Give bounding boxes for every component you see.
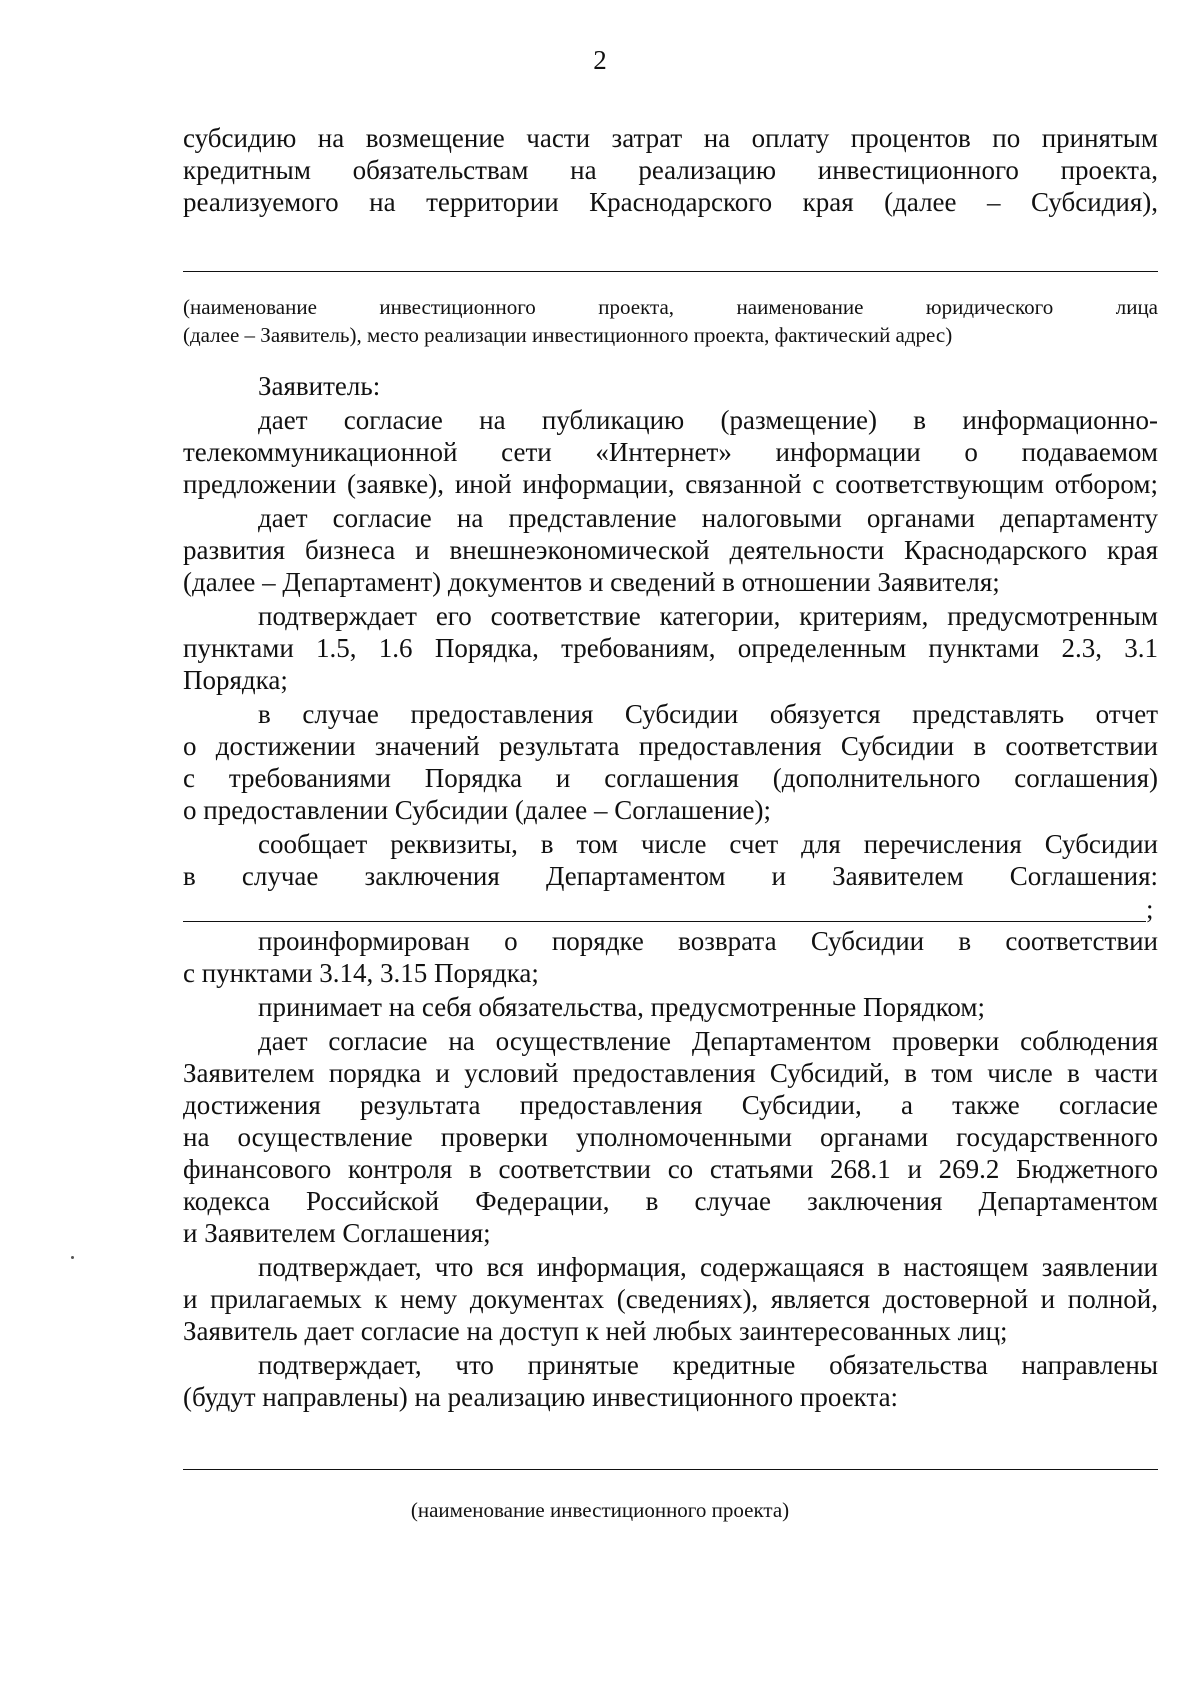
- paragraph-line: предложении (заявке), иной информации, связанной с соответствующим отбором;: [183, 469, 1158, 499]
- paragraph-line: финансового контроля в соответствии со статьями 268.1 и 269.2 Бюджетного: [183, 1154, 1158, 1184]
- paragraph-line: дает согласие на публикацию (размещение) в информационно-: [258, 405, 1158, 435]
- investment-project-caption: (наименование инвестиционного проекта): [410, 1498, 790, 1522]
- paragraph-line: Заявитель дает согласие на доступ к ней любых заинтересованных лиц;: [183, 1316, 1008, 1346]
- caption-line: (наименование инвестиционного проекта, наименование юридического лица: [183, 295, 1158, 319]
- paragraph-line: достижения результата предоставления Субсидии, а также согласие: [183, 1090, 1158, 1120]
- paragraph-line: подтверждает его соответствие категории, критериям, предусмотренным: [258, 601, 1158, 631]
- paragraph-line: развития бизнеса и внешнеэкономической деятельности Краснодарского края: [183, 535, 1158, 565]
- paragraph-line: в случае предоставления Субсидии обязуется представлять отчет: [258, 699, 1158, 729]
- paragraph-line: о предоставлении Субсидии (далее – Соглашение);: [183, 795, 772, 825]
- paragraph-line: подтверждает, что принятые кредитные обязательства направлены: [258, 1350, 1158, 1380]
- project-name-blank-line: [183, 271, 1158, 272]
- paragraph-line: и Заявителем Соглашения;: [183, 1218, 491, 1248]
- paragraph-line: с пунктами 3.14, 3.15 Порядка;: [183, 958, 539, 988]
- intro-line: кредитным обязательствам на реализацию инвестиционного проекта,: [183, 155, 1158, 185]
- page-number: 2: [593, 45, 607, 75]
- paragraph-line: (будут направлены) на реализацию инвестиционного проекта:: [183, 1382, 899, 1412]
- paragraph-line: и прилагаемых к нему документах (сведениях), является достоверной и полной,: [183, 1284, 1158, 1314]
- requisites-line-end: ;: [1146, 894, 1154, 924]
- paragraph-line: (далее – Департамент) документов и сведений в отношении Заявителя;: [183, 567, 1000, 597]
- paragraph-line: в случае заключения Департаментом и Заявителем Соглашения:: [183, 861, 1158, 891]
- paragraph-line: Заявителем порядка и условий предоставления Субсидий, в том числе в части: [183, 1058, 1158, 1088]
- intro-line: субсидию на возмещение части затрат на оплату процентов по принятым: [183, 123, 1158, 153]
- paragraph-line: кодекса Российской Федерации, в случае заключения Департаментом: [183, 1186, 1158, 1216]
- paragraph-line: о достижении значений результата предоставления Субсидии в соответствии: [183, 731, 1158, 761]
- paragraph-line: сообщает реквизиты, в том числе счет для перечисления Субсидии: [258, 829, 1158, 859]
- caption-line: (далее – Заявитель), место реализации инвестиционного проекта, фактический адрес): [183, 323, 953, 347]
- paragraph-line: Порядка;: [183, 665, 288, 695]
- requisites-blank-line: [183, 921, 1146, 922]
- paragraph-line: пунктами 1.5, 1.6 Порядка, требованиям, определенным пунктами 2.3, 3.1: [183, 633, 1158, 663]
- applicant-heading: Заявитель:: [258, 371, 381, 401]
- paragraph-line: на осуществление проверки уполномоченными органами государственного: [183, 1122, 1158, 1152]
- intro-line: реализуемого на территории Краснодарского края (далее – Субсидия),: [183, 187, 1158, 217]
- paragraph-line: телекоммуникационной сети «Интернет» информации о подаваемом: [183, 437, 1158, 467]
- paragraph-line: подтверждает, что вся информация, содержащаяся в настоящем заявлении: [258, 1252, 1158, 1282]
- scan-speck: [71, 1256, 74, 1259]
- paragraph-obligations: принимает на себя обязательства, предусмотренные Порядком;: [258, 992, 985, 1022]
- paragraph-line: дает согласие на осуществление Департаментом проверки соблюдения: [258, 1026, 1158, 1056]
- paragraph-line: проинформирован о порядке возврата Субсидии в соответствии: [258, 926, 1158, 956]
- investment-project-blank-line: [183, 1469, 1158, 1470]
- paragraph-line: дает согласие на представление налоговыми органами департаменту: [258, 503, 1158, 533]
- paragraph-line: с требованиями Порядка и соглашения (дополнительного соглашения): [183, 763, 1158, 793]
